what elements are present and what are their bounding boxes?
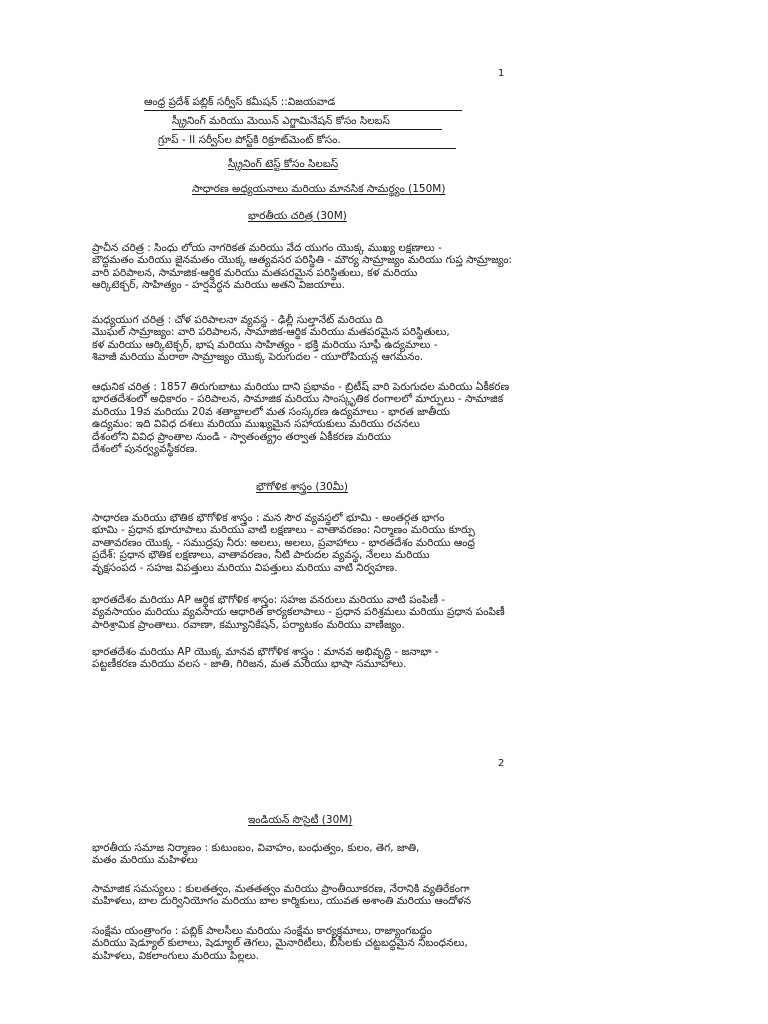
human-geography-paragraph <box>92 646 439 671</box>
header-group-line: గ్రూప్ - II సర్వీస్‌ల పోస్ట్‌కి రిక్రూట్‌మెంట్ కోసం. <box>158 134 341 146</box>
society-structure-paragraph <box>92 842 419 867</box>
economic-geography-paragraph <box>92 594 505 631</box>
geo2-line: పారిశ్రామిక ప్రాంతాలు. రవాణా, కమ్యూనికేషన్, పర్యాటకం మరియు వాణిజ్యం. <box>92 618 405 631</box>
page-number: 1 <box>498 68 505 79</box>
geo1-line: భూమి - ప్రధాన భూరూపాలు మరియు వాటి లక్షణాలు - వాతావరణం: నిర్మాణం మరియు కూర్పు <box>92 524 475 537</box>
geo2-line: వ్యవసాయం మరియు వ్యవసాయ ఆధారిత కార్యకలాపాలు - ప్రధాన పరిశ్రమలు మరియు ప్రధాన పంపిణీ <box>92 606 505 619</box>
geo3-line: భారతదేశం మరియు AP యొక్క మానవ భౌగోళిక శాస్త్రం : మానవ అభివృద్ధి - జనాభా - <box>92 646 439 658</box>
geo1-line: వృక్షసంపద - సహజ విపత్తులు మరియు విపత్తులు మరియు వాటి నిర్వహణ. <box>92 561 398 574</box>
header-underline-1 <box>144 110 462 111</box>
indian-society-heading: ఇండియన్ సొసైటీ (30M) <box>248 814 353 826</box>
welfare-line: సంక్షేమ యంత్రాంగం : పబ్లిక్ పాలసీలు మరియు సంక్షేమ కార్యక్రమాలు, రాజ్యాంగబద్ధం <box>92 925 432 937</box>
geo3-line: పట్టణీకరణ మరియు వలస - జాతి, గిరిజన, మత మరియు భాషా సమూహాలు. <box>92 658 407 671</box>
ancient-line: ప్రాచీన చరిత్ర : సింధు లోయ నాగరికత మరియు వేద యుగం యొక్క ముఖ్య లక్షణాలు - <box>92 242 442 254</box>
ancient-line: బౌద్ధమతం మరియు జైనమతం యొక్క ఆత్యవసర పరిస్థితి - మౌర్య సామ్రాజ్యం మరియు గుప్త సామ్రాజ్యం: <box>92 254 513 267</box>
welfare-line: మహిళలు, వికలాంగులు మరియు పిల్లలు. <box>92 949 260 962</box>
medieval-history-paragraph <box>92 314 450 364</box>
geo2-line: భారతదేశం మరియు AP ఆర్థిక భౌగోళిక శాస్త్రం: సహజ వనరులు మరియు వాటి పంపిణీ - <box>92 594 446 606</box>
society-line: భారతీయ సమాజ నిర్మాణం : కుటుంబం, వివాహం, బంధుత్వం, కులం, తెగ, జాతి, <box>92 842 420 854</box>
medieval-line: శివాజీ మరియు మరాఠా సామ్రాజ్యం యొక్క పెరుగుదల - యూరోపియన్ల ఆగమనం. <box>92 351 424 364</box>
ancient-line: వారి పరిపాలన, సామాజిక-ఆర్థిక మరియు మతపరమైన పరిస్థితులు, కళ మరియు <box>92 266 418 279</box>
modern-line: ఉద్యమం: ఇది వివిధ దశలు మరియు ముఖ్యమైన సహాయకులు మరియు రచనలు <box>92 418 420 431</box>
modern-line: దేశంలోని వివిధ ప్రాంతాల నుండి - స్వాతంత్య్రం తర్వాత ఏకీకరణ మరియు <box>92 430 391 443</box>
ancient-line: ఆర్కిటెక్చర్, సాహిత్యం - హర్షవర్ధన మరియు అతని విజయాలు. <box>92 279 346 292</box>
header-commission-line: ఆంధ్ర ప్రదేశ్ పబ్లిక్ సర్వీస్ కమీషన్ ::విజయవాడ <box>144 96 336 108</box>
header-syllabus-line: స్క్రీనింగ్ మరియు మెయిన్ ఎగ్జామినేషన్ కోసం సిలబస్ <box>172 115 390 127</box>
social-issues-line: మహిళలు, బాల దుర్వినియోగం మరియు బాల కార్మికులు, యువత అశాంతి మరియు ఆందోళన <box>92 895 472 908</box>
physical-geography-paragraph <box>92 512 475 574</box>
header-underline-2 <box>172 129 442 130</box>
geography-heading: భౌగోళిక శాస్త్రం (30మీ) <box>256 481 349 493</box>
medieval-line: కళ మరియు ఆర్కిటెక్చర్, భాష మరియు సాహిత్యం - భక్తి మరియు సూఫీ ఉద్యమాలు - <box>92 338 438 351</box>
modern-line: భారతదేశంలో అధికారం - పరిపాలన, సామాజిక మరియు సాంస్కృతిక రంగాలలో మార్పులు - సామాజిక <box>92 393 504 406</box>
society-line: మతం మరియు మహిళలు <box>92 854 198 867</box>
medieval-line: మొఘల్ సామ్రాజ్యం: వారి పరిపాలన, సామాజిక-ఆర్థిక మరియు మతపరమైన పరిస్థితులు, <box>92 326 450 339</box>
medieval-line: మధ్యయుగ చరిత్ర : చోళ పరిపాలనా వ్యవస్థ - ఢిల్లీ సుల్తానేట్ మరియు ది <box>92 314 383 326</box>
screening-title: స్క్రీనింగ్ టెస్ట్ కోసం సిలబస్ <box>228 158 339 170</box>
social-issues-paragraph <box>92 883 471 908</box>
modern-line: దేశంలో పునర్వ్యవస్థీకరణ. <box>92 443 198 456</box>
page-number: 2 <box>498 758 505 769</box>
modern-line: ఆధునిక చరిత్ర : 1857 తిరుగుబాటు మరియు దాని ప్రభావం - బ్రిటీష్ వారి పెరుగుదల మరియు ఏకీకరణ <box>92 381 510 393</box>
social-issues-line: సామాజిక సమస్యలు : కులతత్వం, మతతత్వం మరియు ప్రాంతీయీకరణ, నేరానికి వ్యతిరేకంగా <box>92 883 470 895</box>
welfare-line: మరియు షెడ్యూల్ కులాలు, షెడ్యూల్ తెగలు, మైనారిటీలు, బీసీలకు చట్టబద్ధమైన నిబంధనలు, <box>92 937 468 950</box>
header-underline-3 <box>158 148 456 149</box>
general-studies-subtitle: సాధారణ అధ్యయనాలు మరియు మానసిక సామర్థ్యం (150M) <box>192 183 446 195</box>
modern-line: మరియు 19వ మరియు 20వ శతాబ్దాలలో మత సంస్కరణ ఉద్యమాలు - భారత జాతీయ <box>92 405 450 418</box>
modern-history-paragraph <box>92 381 509 455</box>
indian-history-heading: భారతీయ చరిత్ర (30M) <box>248 210 347 222</box>
geo1-line: వాతావరణం యొక్క - సముద్రపు నీరు: అలలు, అలలు, ప్రవాహాలు - భారతదేశం మరియు ఆంధ్ర <box>92 536 475 549</box>
geo1-line: ప్రదేశ్: ప్రధాన భౌతిక లక్షణాలు, వాతావరణం, నీటి పారుదల వ్యవస్థ, నేలలు మరియు <box>92 549 430 562</box>
ancient-history-paragraph <box>92 242 512 292</box>
welfare-mechanism-paragraph <box>92 925 468 962</box>
geo1-line: సాధారణ మరియు భౌతిక భౌగోళిక శాస్త్రం : మన సౌర వ్యవస్థలో భూమి - అంతర్గత భాగం <box>92 512 445 524</box>
